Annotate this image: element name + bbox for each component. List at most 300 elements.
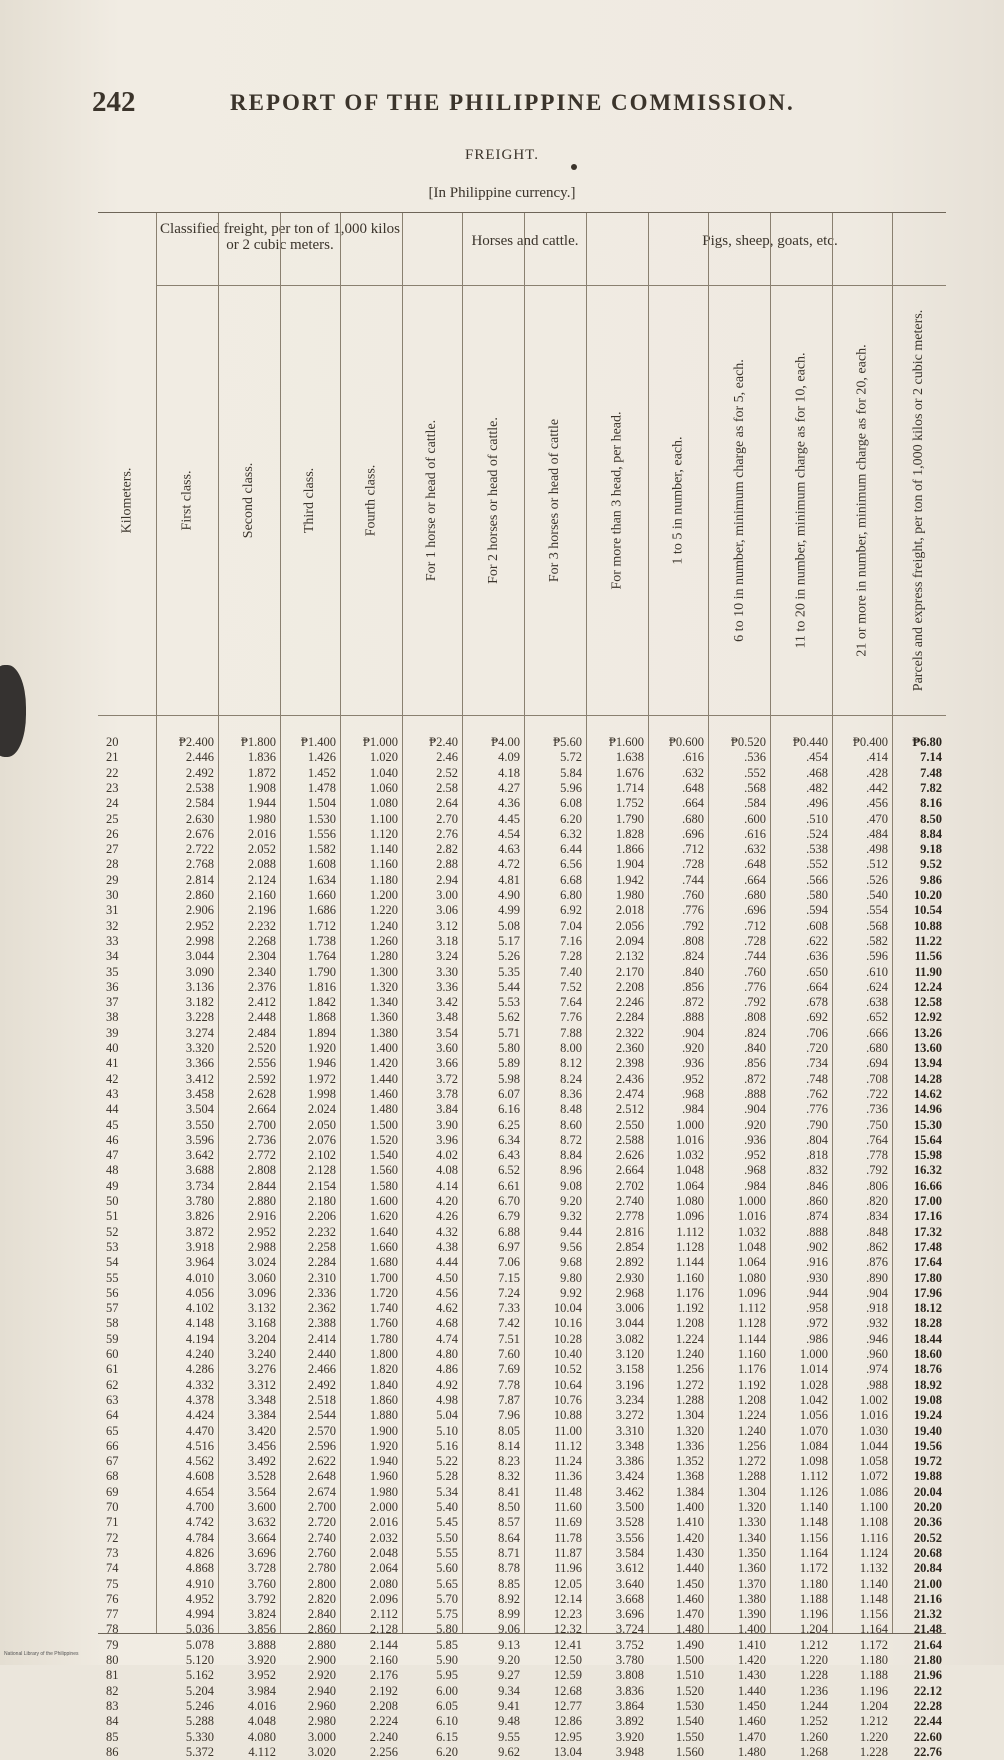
table-cell: 4.424	[185, 1408, 214, 1423]
table-cell: .832	[806, 1163, 828, 1178]
table-cell: 4.81	[498, 872, 520, 887]
table-cell: 20.68	[913, 1545, 942, 1560]
table-cell: 6.70	[498, 1194, 520, 1208]
table-cell: .616	[744, 826, 766, 841]
table-cell: 1.220	[799, 1653, 828, 1667]
table-cell: 1.480	[737, 1744, 766, 1759]
table-cell: 5.55	[436, 1545, 458, 1560]
table-cell: 4.010	[185, 1270, 214, 1285]
table-cell: 8.92	[498, 1591, 520, 1606]
table-cell: .904	[866, 1285, 888, 1300]
table-cell: .792	[866, 1163, 888, 1178]
row-kilometers: 76	[106, 1591, 119, 1606]
table-cell: 1.080	[737, 1270, 766, 1285]
table-cell: 2.284	[307, 1255, 336, 1270]
table-cell: 2.76	[436, 826, 458, 841]
row-kilometers: 32	[106, 918, 119, 933]
row-kilometers: 22	[106, 765, 119, 780]
row-kilometers: 21	[106, 750, 119, 765]
table-cell: 2.664	[247, 1102, 276, 1117]
column-header	[280, 285, 340, 715]
table-cell: 7.87	[498, 1392, 520, 1407]
table-cell: .596	[866, 949, 888, 964]
table-cell: 1.940	[369, 1454, 398, 1469]
table-cell: 3.456	[247, 1438, 276, 1453]
table-cell: .720	[806, 1041, 828, 1055]
table-cell: 2.720	[307, 1515, 336, 1530]
table-cell: 6.25	[498, 1117, 520, 1132]
table-cell: .888	[682, 1010, 704, 1025]
table-cell: 3.856	[247, 1622, 276, 1637]
table-cell: 4.36	[498, 796, 520, 811]
table-cell: 8.05	[498, 1423, 520, 1438]
table-cell: 2.980	[307, 1714, 336, 1729]
table-row	[98, 812, 946, 827]
table-cell: 3.728	[247, 1561, 276, 1576]
table-cell: 1.058	[859, 1454, 888, 1469]
table-cell: 3.136	[185, 979, 214, 994]
table-row	[98, 1378, 946, 1393]
group-horses-cattle: Horses and cattle.	[471, 233, 579, 249]
table-cell: 1.700	[369, 1270, 398, 1285]
table-cell: 3.366	[185, 1056, 214, 1071]
table-cell: 5.330	[185, 1729, 214, 1744]
table-cell: .594	[806, 903, 828, 918]
table-cell: 1.660	[307, 888, 336, 902]
table-cell: 2.112	[370, 1607, 398, 1622]
table-cell: 7.14	[920, 750, 942, 765]
table-cell: 4.56	[436, 1285, 458, 1300]
table-cell: 4.98	[436, 1392, 458, 1407]
table-cell: 4.700	[185, 1500, 214, 1514]
row-kilometers: 57	[106, 1301, 119, 1316]
column-header	[402, 285, 462, 715]
table-cell: 4.27	[498, 780, 520, 795]
table-cell: 3.640	[615, 1576, 644, 1591]
table-cell: 3.310	[615, 1423, 644, 1438]
table-cell: 3.492	[247, 1454, 276, 1469]
table-cell: 11.78	[554, 1530, 582, 1545]
table-cell: 1.112	[676, 1224, 704, 1239]
table-cell: 3.158	[615, 1362, 644, 1377]
table-cell: 21.32	[913, 1607, 942, 1622]
table-cell: 1.550	[675, 1729, 704, 1744]
table-cell: 3.952	[247, 1668, 276, 1683]
table-cell: 8.12	[560, 1056, 582, 1071]
row-kilometers: 61	[106, 1362, 119, 1377]
table-cell: 2.988	[247, 1239, 276, 1254]
table-cell: 6.34	[498, 1132, 520, 1147]
table-cell: ₱2.400	[178, 735, 214, 749]
table-cell: 9.06	[498, 1622, 520, 1637]
table-cell: 1.908	[247, 780, 276, 795]
table-cell: 4.112	[248, 1744, 276, 1759]
table-cell: 3.668	[615, 1591, 644, 1606]
table-row	[98, 842, 946, 857]
table-cell: 5.036	[185, 1622, 214, 1637]
table-cell: 12.95	[553, 1729, 582, 1744]
table-cell: 2.446	[185, 750, 214, 765]
table-cell: 2.64	[436, 796, 458, 811]
table-cell: 2.492	[307, 1377, 336, 1392]
table-cell: .792	[744, 995, 766, 1010]
table-cell: 15.98	[913, 1148, 942, 1163]
table-cell: .728	[682, 857, 704, 872]
table-cell: 5.26	[498, 949, 520, 964]
table-cell: 5.84	[560, 765, 582, 780]
table-cell: .984	[744, 1178, 766, 1193]
table-cell: .584	[744, 796, 766, 811]
table-cell: 1.752	[615, 796, 644, 811]
table-cell: 1.148	[799, 1515, 828, 1530]
table-row	[98, 873, 946, 888]
table-cell: 2.448	[247, 1010, 276, 1025]
table-cell: 3.000	[307, 1729, 336, 1744]
table-cell: 3.096	[247, 1285, 276, 1300]
table-cell: 5.50	[436, 1530, 458, 1545]
table-cell: 2.998	[185, 933, 214, 948]
table-cell: 9.18	[920, 842, 942, 857]
table-cell: 1.504	[307, 796, 336, 811]
table-cell: 2.780	[307, 1561, 336, 1576]
table-cell: 4.72	[498, 857, 520, 872]
table-cell: 2.232	[247, 918, 276, 933]
table-cell: 1.738	[307, 933, 336, 948]
table-cell: 5.372	[185, 1744, 214, 1759]
row-kilometers: 49	[106, 1178, 119, 1193]
table-cell: .664	[806, 979, 828, 994]
table-cell: 2.626	[615, 1148, 644, 1163]
table-cell: 3.424	[615, 1469, 644, 1484]
table-row	[98, 1255, 946, 1270]
table-cell: 1.866	[615, 842, 644, 857]
table-cell: 3.312	[247, 1377, 276, 1392]
table-cell: ₱1.800	[240, 735, 276, 749]
table-cell: 3.234	[615, 1392, 644, 1407]
table-cell: 3.664	[247, 1530, 276, 1545]
table-cell: 2.224	[369, 1714, 398, 1729]
table-cell: 2.550	[615, 1117, 644, 1132]
table-cell: 3.462	[615, 1484, 644, 1499]
table-cell: 6.15	[436, 1729, 458, 1744]
table-cell: 2.024	[307, 1102, 336, 1117]
table-cell: 1.820	[369, 1362, 398, 1377]
table-cell: 1.160	[369, 857, 398, 872]
table-cell: 1.096	[675, 1209, 704, 1224]
row-kilometers: 59	[106, 1331, 119, 1346]
table-cell: .496	[806, 796, 828, 811]
table-cell: 2.246	[615, 995, 644, 1010]
table-cell: 2.736	[247, 1132, 276, 1147]
table-cell: 12.14	[553, 1591, 582, 1606]
table-cell: .862	[866, 1239, 888, 1254]
row-kilometers: 63	[106, 1392, 119, 1407]
row-kilometers: 74	[106, 1561, 119, 1576]
table-cell: 12.86	[553, 1714, 582, 1729]
table-cell: 5.70	[436, 1591, 458, 1606]
table-cell: .744	[682, 872, 704, 887]
table-cell: 2.58	[436, 780, 458, 795]
running-head: REPORT OF THE PHILIPPINE COMMISSION.	[230, 90, 795, 115]
table-cell: .580	[806, 888, 828, 902]
table-cell: 6.97	[498, 1239, 520, 1254]
table-cell: 1.030	[859, 1423, 888, 1438]
table-cell: 2.398	[615, 1056, 644, 1071]
table-cell: 4.50	[436, 1270, 458, 1285]
table-cell: 1.998	[307, 1086, 336, 1101]
table-cell: 1.460	[675, 1591, 704, 1606]
table-cell: .498	[866, 842, 888, 857]
table-cell: 3.044	[615, 1316, 644, 1331]
table-cell: .792	[682, 918, 704, 933]
table-cell: 19.08	[913, 1392, 942, 1407]
row-kilometers: 30	[106, 888, 119, 902]
table-cell: 1.440	[369, 1071, 398, 1086]
table-cell: 11.48	[554, 1484, 582, 1499]
table-cell: .538	[806, 842, 828, 857]
table-cell: 2.88	[436, 857, 458, 872]
row-kilometers: 78	[106, 1622, 119, 1637]
scan-thumb-blot	[0, 665, 26, 757]
table-cell: 1.638	[615, 750, 644, 765]
table-cell: 1.960	[369, 1469, 398, 1484]
column-header	[462, 285, 524, 715]
table-cell: 2.808	[247, 1163, 276, 1178]
ink-dot	[571, 164, 577, 170]
table-cell: 2.584	[185, 796, 214, 811]
table-cell: 3.412	[185, 1071, 214, 1086]
table-cell: 2.128	[307, 1163, 336, 1178]
table-cell: 4.516	[185, 1438, 214, 1453]
table-cell: 3.864	[615, 1698, 644, 1713]
table-cell: 21.00	[913, 1576, 942, 1591]
row-kilometers: 79	[106, 1637, 119, 1652]
table-cell: ₱5.60	[553, 735, 582, 749]
table-cell: .936	[682, 1056, 704, 1071]
table-cell: 1.942	[615, 872, 644, 887]
table-cell: .856	[744, 1056, 766, 1071]
table-row	[98, 1699, 946, 1714]
table-cell: 2.544	[307, 1408, 336, 1423]
table-cell: .728	[744, 933, 766, 948]
table-cell: 1.900	[369, 1423, 398, 1438]
table-cell: 6.92	[560, 903, 582, 918]
table-row	[98, 827, 946, 842]
table-cell: 1.140	[859, 1576, 888, 1591]
table-cell: 1.224	[737, 1408, 766, 1423]
table-cell: 1.188	[799, 1591, 828, 1606]
table-cell: 5.078	[185, 1637, 214, 1652]
row-kilometers: 28	[106, 857, 119, 872]
table-row	[98, 1653, 946, 1668]
table-cell: .616	[682, 750, 704, 765]
table-cell: .608	[806, 918, 828, 933]
table-cell: 20.04	[913, 1484, 942, 1499]
table-cell: 3.060	[247, 1270, 276, 1285]
row-kilometers: 34	[106, 949, 119, 964]
table-cell: 13.94	[913, 1056, 942, 1071]
table-cell: 2.492	[185, 765, 214, 780]
table-cell: 12.50	[553, 1653, 582, 1667]
table-cell: 4.92	[436, 1377, 458, 1392]
table-cell: 1.064	[737, 1255, 766, 1270]
table-cell: 3.458	[185, 1086, 214, 1101]
table-cell: 13.60	[913, 1041, 942, 1055]
table-cell: 1.720	[369, 1285, 398, 1300]
table-cell: 1.894	[307, 1025, 336, 1040]
table-cell: 3.528	[247, 1469, 276, 1484]
table-cell: 4.868	[185, 1561, 214, 1576]
table-row	[98, 1194, 946, 1209]
table-cell: 2.322	[615, 1025, 644, 1040]
table-cell: 2.176	[369, 1668, 398, 1683]
table-cell: 2.304	[247, 949, 276, 964]
table-cell: 4.952	[185, 1591, 214, 1606]
table-cell: 2.772	[247, 1148, 276, 1163]
row-kilometers: 51	[106, 1209, 119, 1224]
table-cell: 3.84	[436, 1102, 458, 1117]
table-cell: .692	[806, 1010, 828, 1025]
table-cell: 1.116	[860, 1530, 888, 1545]
table-cell: .456	[866, 796, 888, 811]
table-cell: .622	[806, 933, 828, 948]
table-cell: 3.204	[247, 1331, 276, 1346]
table-row	[98, 1148, 946, 1163]
table-cell: 2.208	[369, 1698, 398, 1713]
table-cell: 1.160	[675, 1270, 704, 1285]
table-row	[98, 1454, 946, 1469]
table-cell: 2.860	[307, 1622, 336, 1637]
table-cell: 11.90	[914, 964, 942, 979]
table-cell: 8.14	[498, 1438, 520, 1453]
row-kilometers: 29	[106, 872, 119, 887]
table-cell: 5.40	[436, 1500, 458, 1514]
table-cell: 3.12	[436, 918, 458, 933]
table-cell: 3.276	[247, 1362, 276, 1377]
table-cell: .568	[744, 780, 766, 795]
table-row	[98, 1546, 946, 1561]
table-cell: 1.580	[369, 1178, 398, 1193]
table-cell: 5.53	[498, 995, 520, 1010]
table-cell: .696	[744, 903, 766, 918]
table-cell: 3.564	[247, 1484, 276, 1499]
table-cell: 2.952	[185, 918, 214, 933]
table-cell: 2.588	[615, 1132, 644, 1147]
table-cell: 2.556	[247, 1056, 276, 1071]
row-kilometers: 81	[106, 1668, 119, 1683]
table-cell: .454	[806, 750, 828, 765]
column-header-label: Fourth class.	[363, 464, 379, 536]
column-header-label: Second class.	[241, 462, 257, 538]
table-subtitle: FREIGHT.	[465, 147, 539, 163]
table-cell: 1.192	[675, 1301, 704, 1316]
table-cell: 2.268	[247, 933, 276, 948]
table-cell: 1.460	[369, 1086, 398, 1101]
table-cell: .818	[806, 1148, 828, 1163]
table-cell: 6.07	[498, 1086, 520, 1101]
table-cell: 2.196	[247, 903, 276, 918]
table-cell: ₱4.00	[491, 735, 520, 749]
table-cell: 12.68	[553, 1683, 582, 1698]
table-cell: 1.028	[799, 1377, 828, 1392]
table-cell: 3.48	[436, 1010, 458, 1025]
table-cell: 2.016	[369, 1515, 398, 1530]
row-kilometers: 45	[106, 1117, 119, 1132]
table-row	[98, 1056, 946, 1071]
table-cell: 9.27	[498, 1668, 520, 1683]
table-row	[98, 1485, 946, 1500]
table-cell: 1.836	[247, 750, 276, 765]
table-cell: 1.288	[737, 1469, 766, 1484]
table-cell: 18.76	[913, 1362, 942, 1377]
table-cell: 3.006	[615, 1301, 644, 1316]
table-cell: 2.740	[307, 1530, 336, 1545]
table-cell: 2.336	[307, 1285, 336, 1300]
column-header-label: 1 to 5 in number, each.	[670, 435, 686, 565]
table-cell: 4.240	[185, 1347, 214, 1361]
table-cell: 2.930	[615, 1270, 644, 1285]
table-cell: 1.686	[307, 903, 336, 918]
table-cell: 2.740	[615, 1194, 644, 1208]
table-cell: 3.96	[436, 1132, 458, 1147]
table-cell: 1.340	[369, 995, 398, 1010]
row-kilometers: 38	[106, 1010, 119, 1025]
table-cell: 1.790	[615, 811, 644, 826]
table-cell: 1.236	[799, 1683, 828, 1698]
table-cell: 16.32	[913, 1163, 942, 1178]
table-row	[98, 1087, 946, 1102]
table-cell: 8.23	[498, 1454, 520, 1469]
table-cell: ₱6.80	[912, 735, 942, 749]
table-cell: 22.28	[913, 1698, 942, 1713]
table-cell: 4.910	[185, 1576, 214, 1591]
table-cell: 1.980	[369, 1484, 398, 1499]
table-row	[98, 965, 946, 980]
table-cell: 4.102	[185, 1301, 214, 1316]
table-row	[98, 934, 946, 949]
table-cell: 2.362	[307, 1301, 336, 1316]
column-header	[892, 285, 946, 715]
table-cell: .482	[806, 780, 828, 795]
table-cell: 6.43	[498, 1148, 520, 1163]
table-cell: 10.16	[553, 1316, 582, 1331]
table-row	[98, 1332, 946, 1347]
table-cell: 2.592	[247, 1071, 276, 1086]
table-row	[98, 1118, 946, 1133]
table-cell: 1.164	[859, 1622, 888, 1637]
table-cell: 1.180	[369, 872, 398, 887]
table-cell: 1.510	[675, 1668, 704, 1683]
column-header-label: Third class.	[302, 467, 318, 533]
column-header	[770, 285, 832, 715]
table-cell: 12.32	[553, 1622, 582, 1637]
table-cell: 1.972	[307, 1071, 336, 1086]
table-cell: 2.232	[307, 1224, 336, 1239]
table-cell: .902	[806, 1239, 828, 1254]
table-cell: 9.48	[498, 1714, 520, 1729]
table-row	[98, 1393, 946, 1408]
table-cell: 2.474	[615, 1086, 644, 1101]
table-cell: 8.60	[560, 1117, 582, 1132]
table-row	[98, 1622, 946, 1637]
table-cell: 7.16	[560, 933, 582, 948]
table-cell: 17.64	[913, 1255, 942, 1270]
table-cell: 1.132	[859, 1561, 888, 1576]
table-cell: 1.256	[737, 1438, 766, 1453]
table-cell: 5.08	[498, 918, 520, 933]
table-cell: 2.258	[307, 1239, 336, 1254]
table-cell: .856	[682, 979, 704, 994]
